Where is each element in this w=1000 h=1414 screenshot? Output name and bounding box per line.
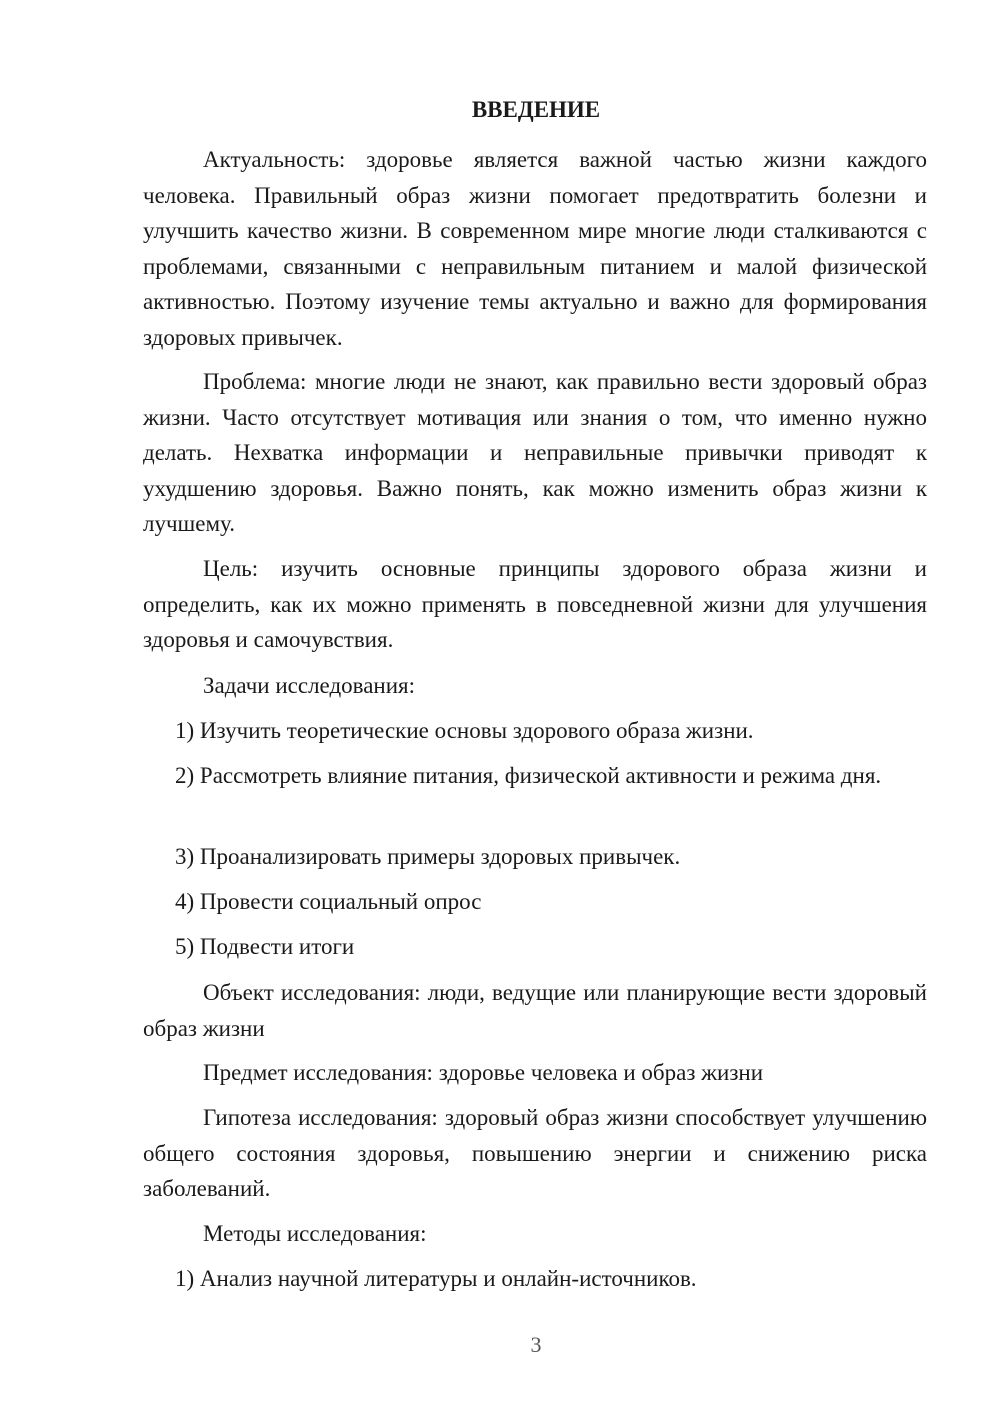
relevance-paragraph: Актуальность: здоровье является важной частью жизни каждого человека. Правильный образ жизни помогает предотвратить болезни и улучшить качество жизни. В современном мире многие люди сталкиваются с проблемами, связанными с неправильным питанием и малой физической активностью. Поэтому изучение темы актуально и важно для формирования здоровых привычек. [143, 147, 927, 350]
problem-paragraph: Проблема: многие люди не знают, как правильно вести здоровый образ жизни. Часто отсутствует мотивация или знания о том, что именно нужно делать. Нехватка информации и неправильные привычки приводят к ухудшению здоровья. Важно понять, как можно изменить образ жизни к лучшему. [143, 369, 927, 536]
task-item-1: 1) Изучить теоретические основы здорового образа жизни. [175, 718, 754, 743]
hypothesis-paragraph: Гипотеза исследования: здоровый образ жизни способствует улучшению общего состояния здоровья, повышению энергии и снижению риска заболеваний. [143, 1105, 927, 1201]
task-item-5: 5) Подвести итоги [175, 934, 355, 959]
method-item-1: 1) Анализ научной литературы и онлайн-источников. [175, 1266, 697, 1291]
research-object-paragraph: Объект исследования: люди, ведущие или планирующие вести здоровый образ жизни [143, 980, 927, 1041]
section-title: ВВЕДЕНИЕ [471, 97, 601, 122]
task-item-3: 3) Проанализировать примеры здоровых привычек. [175, 844, 681, 869]
page-number: 3 [530, 1332, 542, 1357]
research-subject-paragraph: Предмет исследования: здоровье человека и образ жизни [203, 1060, 764, 1085]
tasks-heading: Задачи исследования: [203, 673, 416, 698]
goal-paragraph: Цель: изучить основные принципы здорового образа жизни и определить, как их можно применять в повседневной жизни для улучшения здоровья и самочувствия. [143, 556, 927, 652]
task-item-4: 4) Провести социальный опрос [175, 889, 482, 914]
methods-heading: Методы исследования: [203, 1221, 427, 1246]
task-item-2: 2) Рассмотреть влияние питания, физической активности и режима дня. [175, 763, 882, 788]
